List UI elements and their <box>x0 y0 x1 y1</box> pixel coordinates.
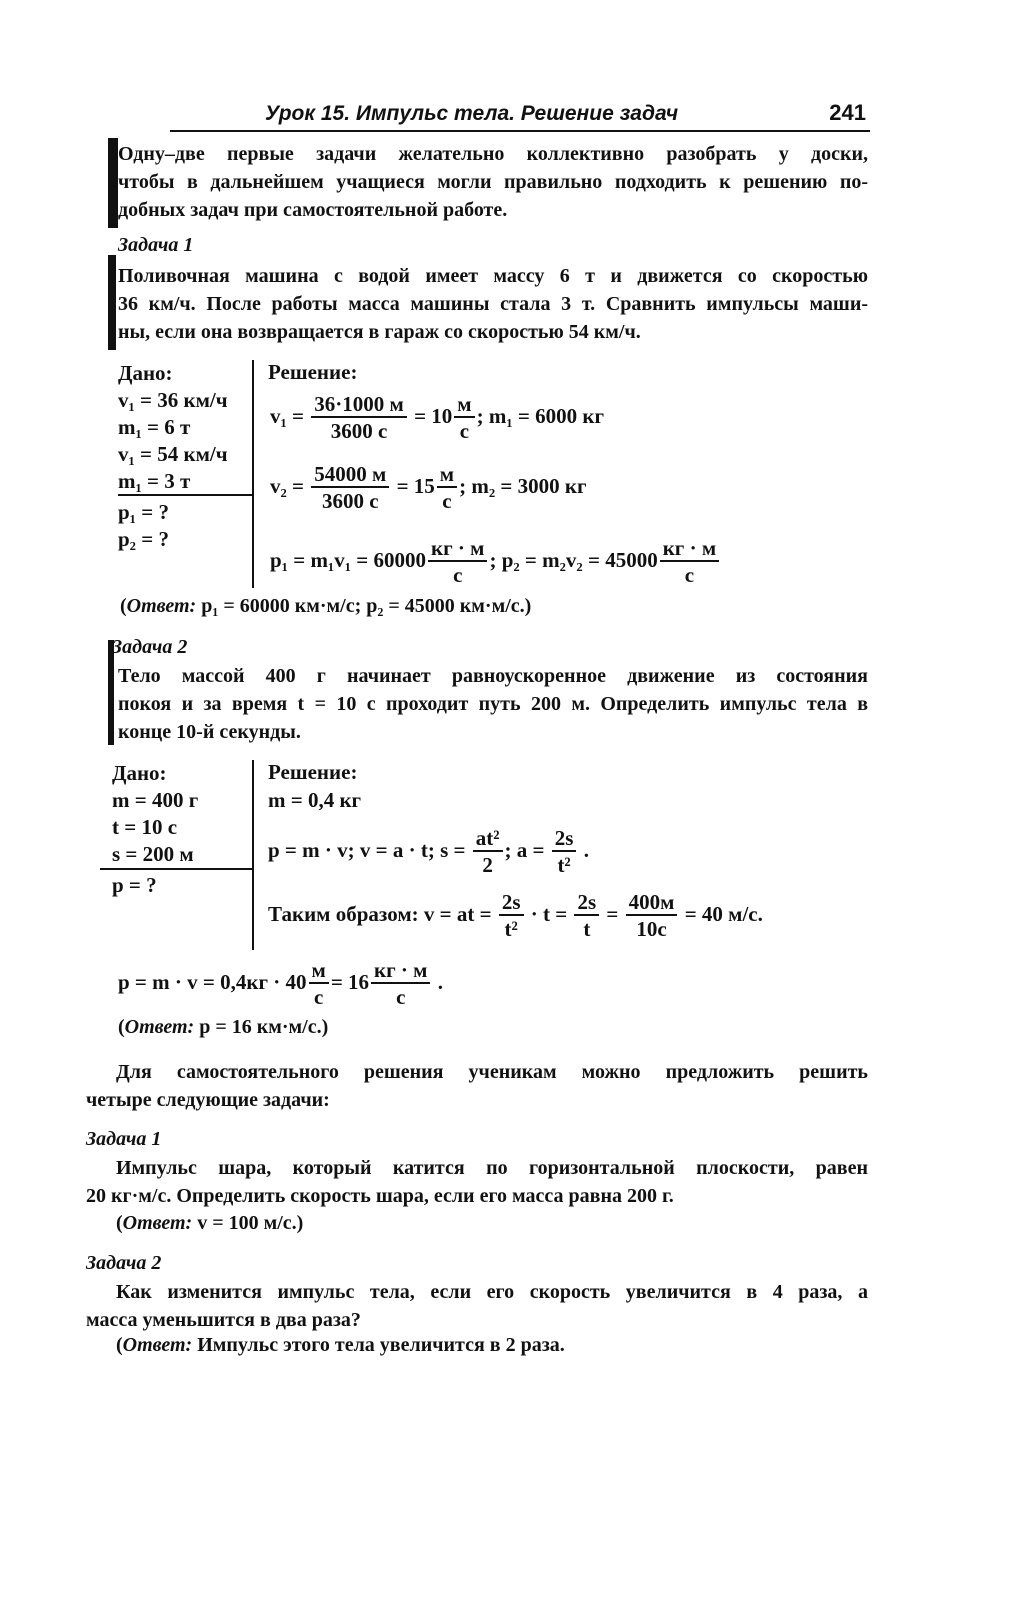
fraction <box>311 462 389 514</box>
denominator: с <box>459 419 470 443</box>
given-underline <box>118 494 254 496</box>
task2-answer: (Ответ: p = 16 км·м/с.) <box>118 1016 329 1038</box>
task1-answer: (Ответ: p₁ = 60000 км·м/с; p₂ = 45000 км·м/с.) <box>120 595 532 617</box>
fraction <box>626 890 678 942</box>
eq-part: = 16 <box>330 969 370 994</box>
task1-eq-v2 <box>270 462 587 514</box>
extra2-heading: Задача 2 <box>86 1252 162 1274</box>
denominator: с <box>442 489 452 513</box>
fraction <box>428 536 487 588</box>
fraction <box>499 890 524 942</box>
given-underline <box>100 868 254 870</box>
numerator: м <box>454 392 474 418</box>
task1-given <box>118 360 228 553</box>
answer-label: Ответ: <box>126 595 197 617</box>
answer-text: p = 16 км·м/с.) <box>199 1016 329 1038</box>
page-number: 241 <box>829 100 866 125</box>
denominator: с <box>453 563 463 587</box>
eq-part: v₁ = <box>270 403 305 428</box>
given-item: s = 200 м <box>112 842 194 866</box>
intro-paragraph <box>118 140 868 224</box>
extra1-statement <box>86 1154 868 1210</box>
text-line: масса уменьшится в два раза? <box>86 1309 361 1331</box>
eq-part: ; p₂ = m₂v₂ = 45000 <box>489 547 658 572</box>
eq-part: p = m · v; v = a · t; s = <box>268 837 466 862</box>
text-line: 20 кг·м/с. Определить скорость шара, если его масса равна 200 г. <box>86 1185 674 1207</box>
text-line: четыре следующие задачи: <box>86 1089 330 1111</box>
denominator: 10с <box>636 917 667 941</box>
task2-velocity <box>268 890 763 942</box>
task2-solution-label: Решение: <box>268 760 358 784</box>
task1-heading: Задача 1 <box>118 234 194 256</box>
denominator: с <box>684 563 695 587</box>
numerator: 54000 м <box>311 462 389 488</box>
scan-shadow <box>108 255 116 350</box>
eq-part: v₂ = <box>270 473 305 498</box>
fraction <box>437 462 457 514</box>
fraction <box>309 958 329 1010</box>
numerator: at² <box>473 826 503 852</box>
task1-eq-v1 <box>270 392 604 444</box>
text-line: Импульс шара, который катится по горизонтальной плоскости, равен <box>116 1157 868 1179</box>
text-line: Одну–две первые задачи желательно коллективно разобрать у доски, <box>118 143 868 165</box>
text-line: покоя и за время t = 10 с проходит путь 200 м. Определить импульс тела в <box>118 693 868 715</box>
task1-statement <box>118 262 868 346</box>
answer-text: v = 100 м/с.) <box>197 1212 304 1234</box>
fraction <box>371 958 430 1010</box>
eq-part: ; m₂ = 3000 кг <box>459 473 587 498</box>
find-item: p₂ = ? <box>118 527 169 551</box>
denominator: t <box>583 917 591 941</box>
scan-shadow <box>108 138 118 228</box>
task1-eq-p <box>270 536 721 588</box>
numerator: м <box>437 462 457 488</box>
given-divider <box>252 760 254 950</box>
text-line: Для самостоятельного решения ученикам можно предложить решить <box>116 1061 868 1083</box>
task2-statement <box>118 662 868 746</box>
eq-part: ; a = <box>504 837 545 862</box>
task2-given <box>112 760 198 899</box>
given-item: t = 10 с <box>112 815 178 839</box>
answer-text: Импульс этого тела увеличится в 2 раза. <box>197 1334 565 1356</box>
eq-part: = <box>606 901 619 926</box>
text-line: Как изменится импульс тела, если его скорость увеличится в 4 раза, а <box>116 1281 868 1303</box>
fraction <box>454 392 474 444</box>
task2-mass: m = 0,4 кг <box>268 788 362 812</box>
eq-part: p = m · v = 0,4кг · 40 <box>118 969 307 994</box>
given-label: Дано: <box>118 361 173 385</box>
eq-part: · t = <box>530 901 568 926</box>
denominator: 2 <box>482 853 493 877</box>
fraction <box>574 890 599 942</box>
denominator: t² <box>504 917 518 941</box>
denominator: с <box>396 985 406 1009</box>
eq-part: p₁ = m₁v₁ = 60000 <box>270 547 426 572</box>
fraction <box>311 392 407 444</box>
task2-formulas: p = m · v; v = a · t; s = $\frac{\text{at²}}{2}$ ; a = $\frac{2s}{\text{t²}}$ . <box>268 826 589 877</box>
extra1-answer: (Ответ: v = 100 м/с.) <box>116 1212 304 1234</box>
given-divider <box>252 360 254 588</box>
numerator: 36·1000 м <box>311 392 407 418</box>
text-line: ны, если она возвращается в гараж со скоростью 54 км/ч. <box>118 321 641 343</box>
numerator: кг · м <box>428 536 487 562</box>
text-line: добных задач при самостоятельной работе. <box>118 199 508 221</box>
given-item: v₁ = 36 км/ч <box>118 388 228 412</box>
eq-part: = 10 <box>414 403 453 428</box>
numerator: 2s <box>574 890 599 916</box>
fraction <box>473 826 503 878</box>
running-header <box>170 100 870 132</box>
text-line: чтобы в дальнейшем учащиеся могли правильно подходить к решению по- <box>118 171 868 193</box>
eq-part: ; m₁ = 6000 кг <box>476 403 604 428</box>
given-item: m₁ = 3 т <box>118 469 191 493</box>
extra2-answer: (Ответ: Импульс этого тела увеличится в 2 раза. <box>116 1334 565 1356</box>
numerator: кг · м <box>660 536 719 562</box>
eq-part: = 15 <box>396 473 435 498</box>
given-item: v₁ = 54 км/ч <box>118 442 228 466</box>
given-item: m₁ = 6 т <box>118 415 191 439</box>
answer-text: p₁ = 60000 км·м/с; p₂ = 45000 км·м/с.) <box>201 595 532 617</box>
numerator: 400м <box>626 890 678 916</box>
find-item: p₁ = ? <box>118 500 169 524</box>
answer-label: Ответ: <box>122 1334 193 1356</box>
extra2-statement <box>86 1278 868 1334</box>
eq-part: Таким образом: v = at = <box>268 901 492 926</box>
text-line: Поливочная машина с водой имеет массу 6 т и движется со скоростью <box>118 265 868 287</box>
answer-label: Ответ: <box>122 1212 193 1234</box>
given-label: Дано: <box>112 761 167 785</box>
task1-solution-label: Решение: <box>268 360 358 384</box>
task2-momentum: p = m · v = 0,4кг · 40 $\frac{м}{с}$ = 16 $\frac{кг \cdot м}{с}$ . <box>118 958 443 1009</box>
denominator: 3600 с <box>330 419 388 443</box>
denominator: t² <box>557 853 571 877</box>
task2-heading: Задача 2 <box>112 636 188 658</box>
denominator: с <box>313 985 324 1009</box>
numerator: 2s <box>552 826 577 852</box>
self-work-paragraph <box>86 1058 868 1114</box>
numerator: кг · м <box>371 958 430 984</box>
text-line: 36 км/ч. После работы масса машины стала 3 т. Сравнить импульсы маши- <box>118 293 868 315</box>
fraction <box>660 536 719 588</box>
text-line: конце 10-й секунды. <box>118 721 301 743</box>
denominator: 3600 с <box>322 489 379 513</box>
numerator: м <box>309 958 329 984</box>
header-title: Урок 15. Импульс тела. Решение задач <box>265 102 679 125</box>
answer-label: Ответ: <box>124 1016 195 1038</box>
extra1-heading: Задача 1 <box>86 1128 162 1150</box>
eq-part: = 40 м/с. <box>684 901 763 926</box>
fraction <box>552 826 577 878</box>
find-item: p = ? <box>112 873 157 897</box>
given-item: m = 400 г <box>112 788 199 812</box>
numerator: 2s <box>499 890 524 916</box>
text-line: Тело массой 400 г начинает равноускоренное движение из состояния <box>118 665 868 687</box>
